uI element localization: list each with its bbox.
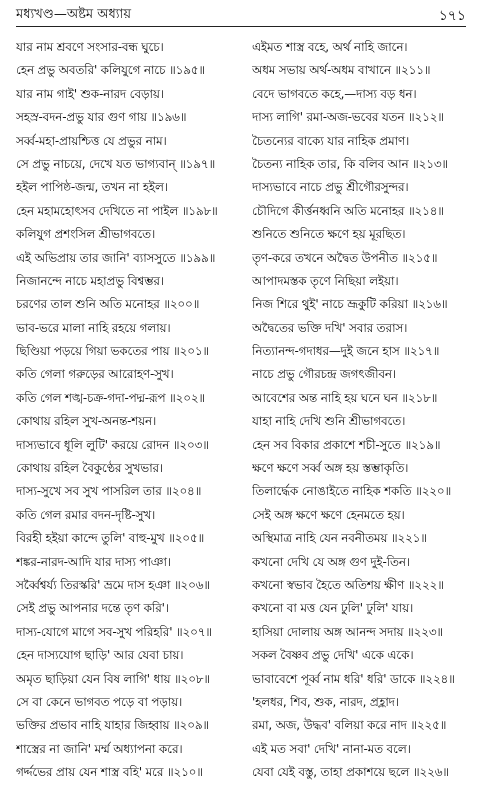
verse-line: এইমত শাস্ত্র বহে, অর্থ নাহি জানে। xyxy=(252,40,408,54)
header-rule xyxy=(16,26,466,27)
verse-line: সেই অঙ্গ ক্ষণে ক্ষণে হেনমতে হয়। xyxy=(252,507,405,522)
verse-line: সর্ব্ব-মহা-প্রায়শ্চিত্ত যে প্রভুর নাম। xyxy=(16,133,167,148)
verse-line: কতি গেল রমার বদন-দৃষ্টি-সুখ। xyxy=(16,507,156,522)
verse-line: সে প্রভু নাচয়ে, দেখে যত ভাগ্যবান্ ॥১৯৭॥ xyxy=(16,156,216,171)
verse-line: অদ্বৈতের ভক্তি দখি' সবার তরাস। xyxy=(252,320,408,335)
verse-line: শঙ্কর-নারদ-আদি যার দাস্য পাঞা। xyxy=(16,554,171,569)
verse-line: দাস্য লাগি' রমা-অজ-ভবের যতন ॥২১২॥ xyxy=(252,110,444,125)
verse-line: চৌদিগে কীর্ত্তনধ্বনি অতি মনোহর ॥২১৪॥ xyxy=(252,203,444,218)
verse-line: ভাবাবেশে পূর্ব্ব নাম ধরি' ধরি' ডাকে ॥২২৪॥ xyxy=(252,671,455,686)
verse-line: চরণের তাল শুনি অতি মনোহর ॥২০০॥ xyxy=(16,297,200,312)
verse-line: 'হলধর, শিব, শুক, নারদ, প্রহ্লাদ। xyxy=(252,694,399,709)
verse-line: রমা, অজ, উদ্ধব' বলিয়া করে নাদ ॥২২৫॥ xyxy=(252,718,447,733)
verse-line: হইল পাপিষ্ঠ-জন্ম, তখন না হইল। xyxy=(16,180,168,195)
verse-line: এই মত সবা' দেখি' নানা-মত বলে। xyxy=(252,741,411,756)
verse-line: কোথায় রহিল বৈকুণ্ঠের সুখভার। xyxy=(16,461,163,476)
verse-line: কখনো দেখি যে অঙ্গ গুণ দুই-তিন। xyxy=(252,554,410,569)
verse-line: নিজ শিরে থুই' নাচে ভ্রূকুটি করিয়া ॥২১৬॥ xyxy=(252,297,448,312)
verse-line: তৃণ-করে তখনে অদ্বৈত উপনীত ॥২১৫॥ xyxy=(252,250,438,265)
verse-line: ভক্তির প্রভাব নাহি যাহার জিহ্বায় ॥২০৯॥ xyxy=(16,718,210,733)
verse-line: হেন দাস্যযোগ ছাড়ি' আর যেবা চায়। xyxy=(16,648,184,663)
verse-line: সে বা কেনে ভাগবত পড়ে বা পড়ায়। xyxy=(16,694,183,709)
verse-line: যার নাম শ্রবণে সংসার-বন্ধ ঘুচে। xyxy=(16,40,164,54)
verse-line: নিজানন্দে নাচে মহাপ্রভু বিশ্বম্ভর। xyxy=(16,273,164,288)
page-number: ১৭১ xyxy=(438,8,466,24)
verse-line: অধম সভায় অর্থ-অধম বাখানে ॥২১১॥ xyxy=(252,63,431,78)
verse-line: বিরহী হইয়া কান্দে তুলি' বাহু-মুখ ॥২০৫॥ xyxy=(16,531,205,546)
verse-line: যাহা নাহি দেখি শুনি শ্রীভাগবতে। xyxy=(252,414,406,429)
verse-line: কখনো স্বভাব হৈতে অতিশয় ক্ষীণ ॥২২২॥ xyxy=(252,577,444,592)
verse-line: হেন প্রভু অবতরি' কলিযুগে নাচে ॥১৯৫॥ xyxy=(16,63,205,78)
verse-line: দাস্য-সুখে সব সুখ পাসরিল তার ॥২০৪॥ xyxy=(16,484,202,499)
verse-line: সেই প্রভু আপনার দন্তে তৃণ করি'। xyxy=(16,601,169,616)
verse-line: দাস্য-যোগে মাগে সব-সুখ পরিহরি' ॥২০৭॥ xyxy=(16,624,212,639)
verse-line: আপাদমস্তক তৃণে নিছিয়া লইয়া। xyxy=(252,273,399,288)
verse-line: সহস্র-বদন-প্রভু যার গুণ গায় ॥১৯৬॥ xyxy=(16,110,187,125)
verse-line: ছিণ্ডিয়া পড়য়ে গিয়া ভকতের পায় ॥২০১॥ xyxy=(16,344,210,359)
right-column xyxy=(252,36,470,785)
verse-line: চৈতন্য নাহিক তার, কি বলিব আন ॥২১৩॥ xyxy=(252,156,449,171)
verse-line: হেন মহামহোৎসব দেখিতে না পাইল ॥১৯৮॥ xyxy=(16,203,218,218)
verse-line: যেবা যেই বস্তু, তাহা প্রকাশয়ে ছলে ॥২২৬॥ xyxy=(252,765,449,780)
page-header xyxy=(16,2,466,24)
verse-line: কতি গেল শঙ্খ-চক্র-গদা-পদ্ম-রূপ ॥২০২॥ xyxy=(16,390,206,405)
verse-line: দাস্যভাবে ধূলি লুটি' করয়ে রোদন ॥২০৩॥ xyxy=(16,437,209,452)
verse-line: নিত্যানন্দ-গদাধর—দুই জনে হাস ॥২১৭॥ xyxy=(252,344,440,359)
verse-line: সর্ব্বৈশ্বর্য্য তিরস্করি' ভ্রমে দাস হঞা ॥২০৬॥ xyxy=(16,577,210,592)
verse-line: গর্দ্দভের প্রায় যেন শাস্ত্র বহি' মরে ॥২১০॥ xyxy=(16,765,203,780)
verse-line: শুনিতে শুনিতে ক্ষণে হয় মূরছিত। xyxy=(252,227,406,242)
verse-line: ক্ষণে ক্ষণে সর্ব্ব অঙ্গ হয় স্তম্ভাকৃতি। xyxy=(252,461,409,476)
verse-line: আবেশের অন্ত নাহি হয় ঘনে ঘন ॥২১৮॥ xyxy=(252,390,438,405)
running-title: মধ্যখণ্ড—অষ্টম অধ্যায় xyxy=(16,7,131,22)
verse-line: নাচে প্রভু গৌরচন্দ্র জগৎজীবন। xyxy=(252,367,396,382)
verse-line: যার নাম গাই' শুক-নারদ বেড়ায়। xyxy=(16,86,164,101)
verse-line: অমৃত ছাড়িয়া যেন বিষ লাগি' ধায় ॥২০৮॥ xyxy=(16,671,210,686)
verse-line: দাস্যভাবে নাচে প্রভু শ্রীগৌরসুন্দর। xyxy=(252,180,409,195)
verse-line: হেন সব বিকার প্রকাশে শচী-সুতে ॥২১৯॥ xyxy=(252,437,441,452)
verse-line: ভাব-ভরে মালা নাহি রহয়ে গলায়। xyxy=(16,320,171,335)
verse-line: তিলার্দ্ধেক নোঙাইতে নাহিক শকতি ॥২২০॥ xyxy=(252,484,452,499)
verse-line: কোথায় রহিল সুখ-অনন্ত-শয়ন। xyxy=(16,414,157,429)
verse-line: চৈতন্যের বাক্যে যার নাহিক প্রমাণ। xyxy=(252,133,410,148)
verse-line: এই অভিপ্রায় তার জানি' ব্যাসসুতে ॥১৯৯॥ xyxy=(16,250,216,265)
verse-line: কলিযুগ প্রশংসিল শ্রীভাগবতে। xyxy=(16,227,156,242)
verse-line: কতি গেলা গরুড়ের আরোহণ-সুখ। xyxy=(16,367,174,382)
verse-line: বেদে ভাগবতে কহে,—দাস্য বড় ধন। xyxy=(252,86,417,101)
verse-line: হাসিয়া দোলায় অঙ্গ আনন্দ সদায় ॥২২৩॥ xyxy=(252,624,444,639)
verse-line: কখনো বা মত্ত যেন ঢুলি' ঢুলি' যায়। xyxy=(252,601,414,616)
verse-line: শাস্ত্রের না জানি' মর্ম্ম অধ্যাপনা করে। xyxy=(16,741,183,756)
left-column xyxy=(16,36,234,785)
verse-line: সকল বৈষ্ণব প্রভু দেখি' একে একে। xyxy=(252,648,414,663)
verse-line: অস্থিমাত্র নাহি যেন নবনীতময় ॥২২১॥ xyxy=(252,531,427,546)
